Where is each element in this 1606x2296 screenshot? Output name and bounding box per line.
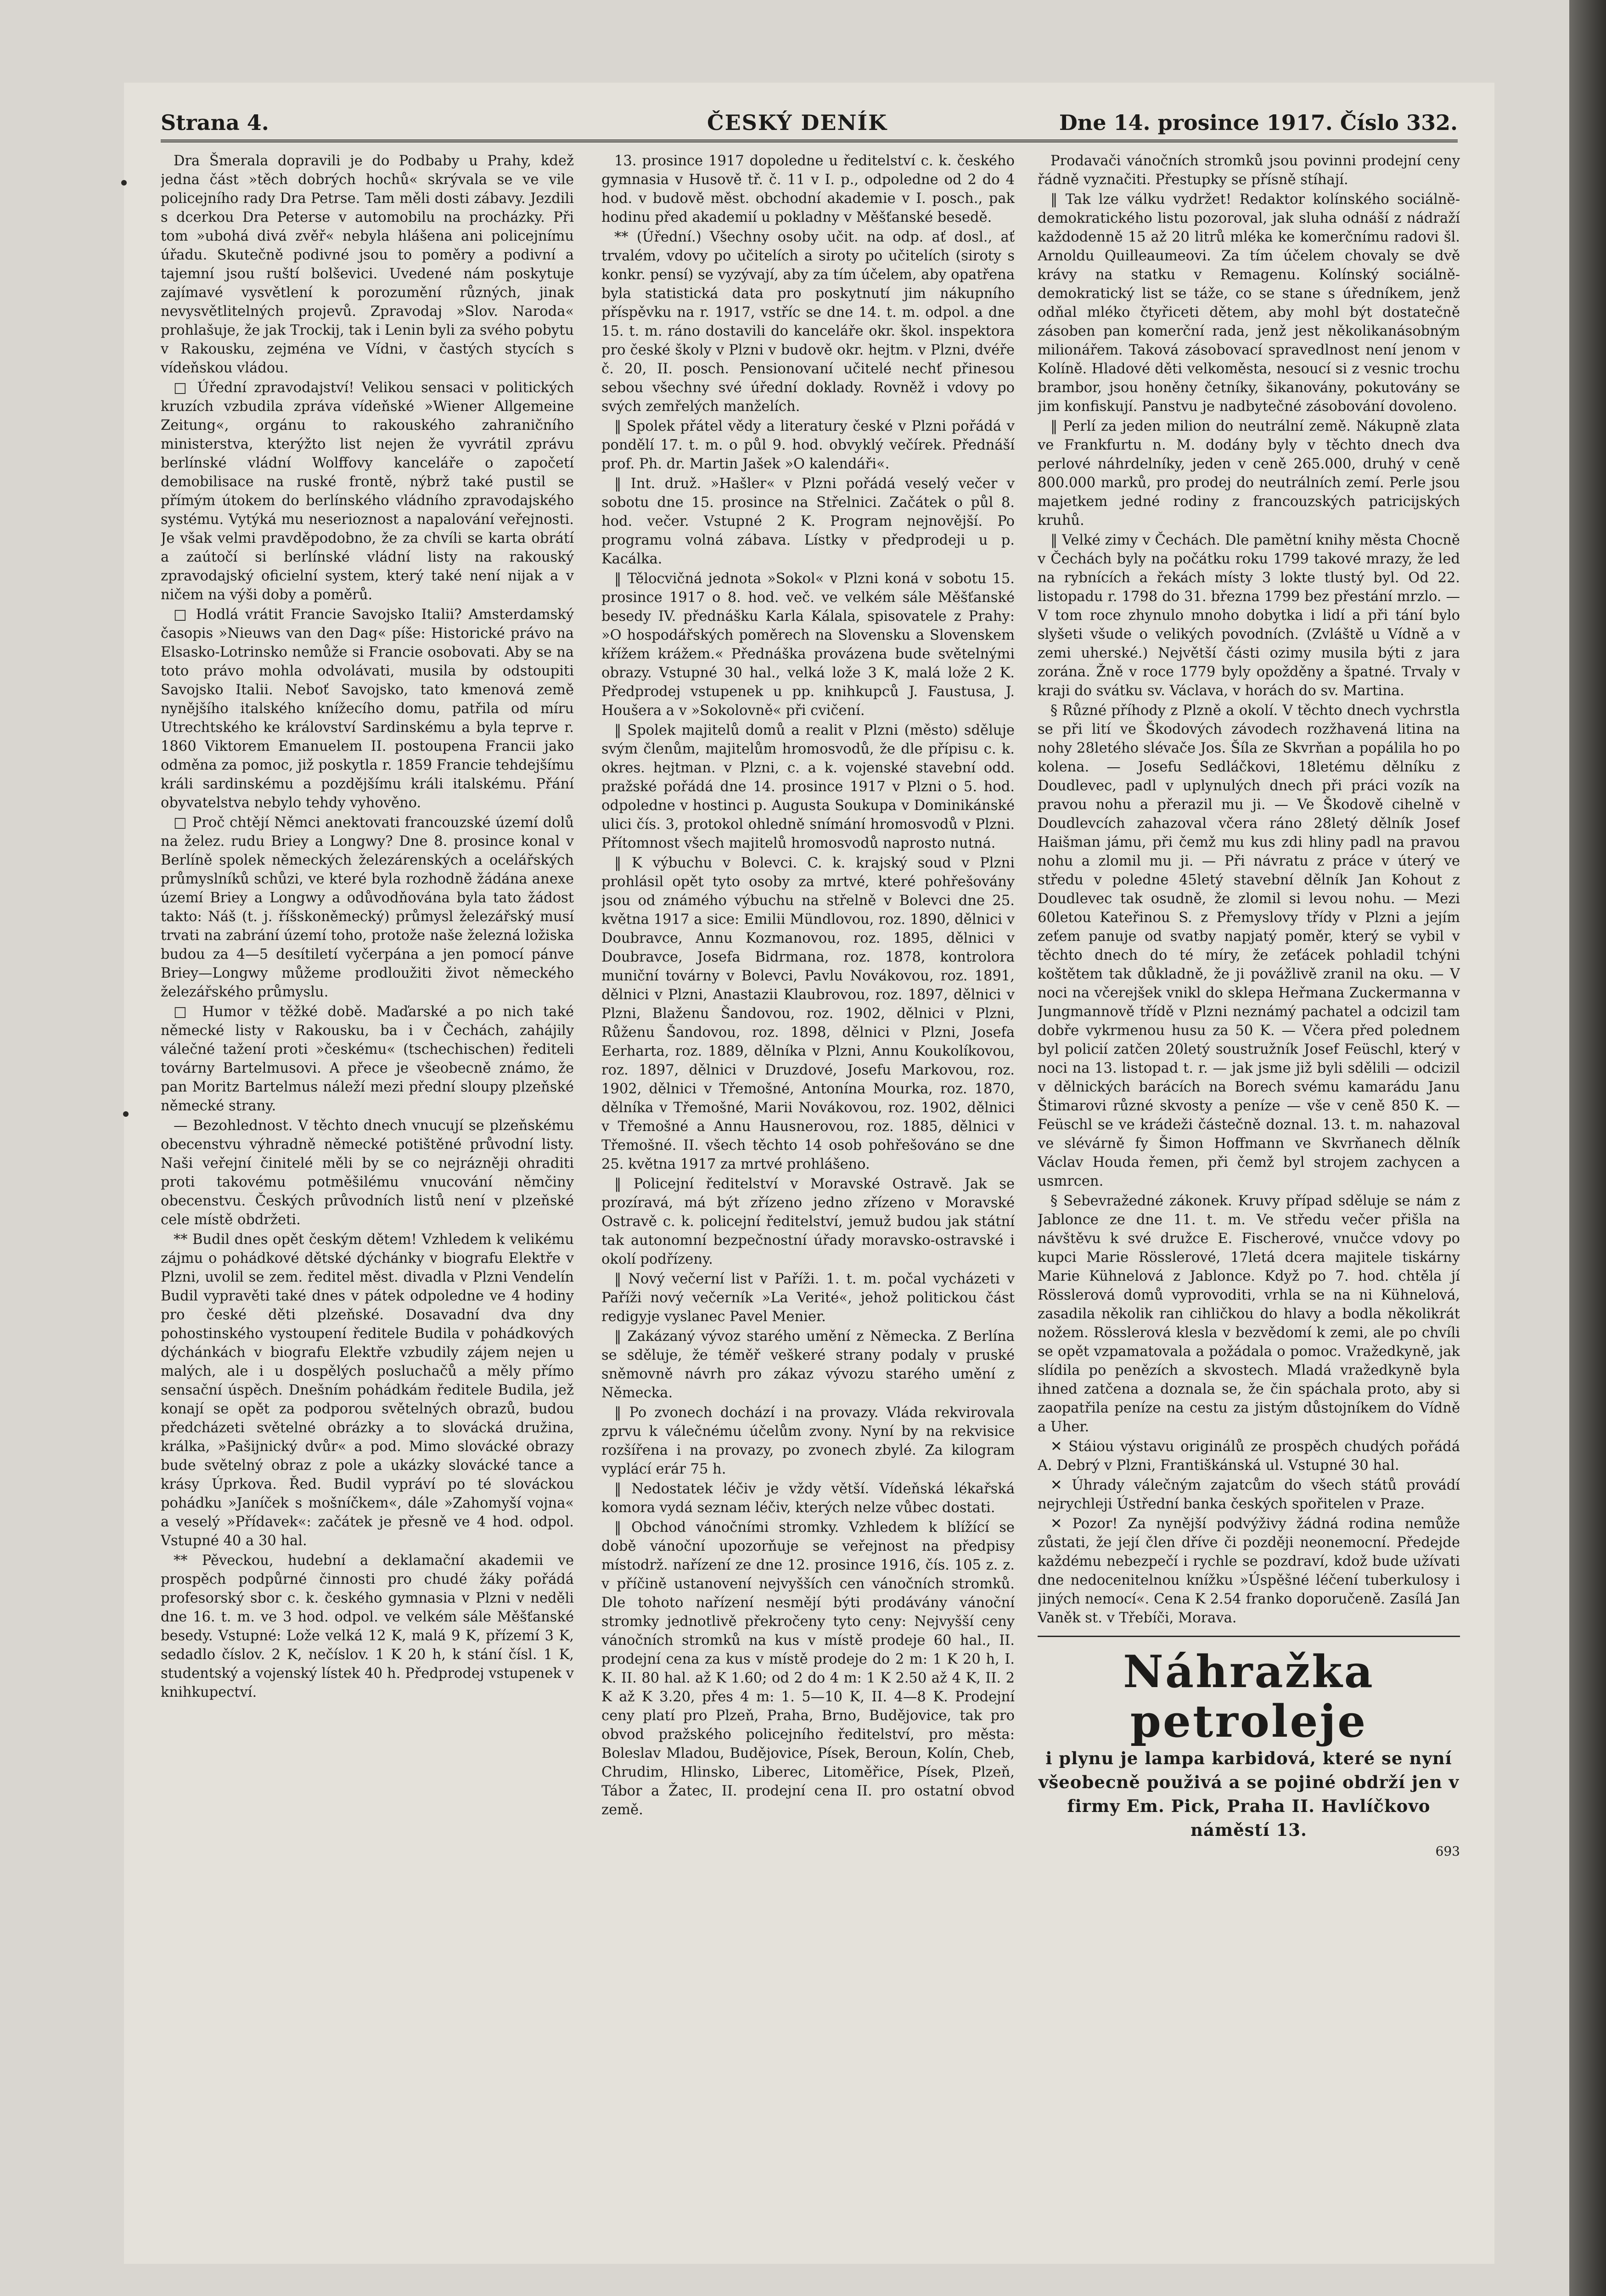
column-3 bbox=[1038, 152, 1460, 2195]
article-paragraph: ** Pěveckou, hudební a deklamační akademii ve prospěch podpůrné činnosti pro chudé žáky pořádá profesorský sbor c. k. českého gymnasia v Plzni v neděli dne 16. t. m. ve 3 hod. odpol. ve velkém sále Měšťanské besedy. Vstupné: Lože velká 12 K, malá 9 K, přízemí 3 K, sedadlo číslov. 2 K, nečíslov. 1 K 20 h, k stání čísl. 1 K, studentský a vojenský lístek 40 h. Předprodej vstupenek v knihkupectví. bbox=[161, 1553, 574, 1700]
article-paragraph: 13. prosince 1917 dopoledne u ředitelství c. k. českého gymnasia v Husově tř. č. 11 v I. p., odpoledne od 2 do 4 hod. v budově měst. obchodní akademie v I. posch., pak hodinu před akademií u pokladny v Měšťanské besedě. bbox=[601, 153, 1015, 225]
scan-edge-strip bbox=[1569, 0, 1606, 2296]
article-paragraph: □ Humor v těžké době. Maďarské a po nich také německé listy v Rakousku, ba i v Čechách, zahájily válečné tažení proti »českému« (tschechischen) řediteli továrny Bartelmusovi. A přece je všeobecně známo, že pan Moritz Bartelmus náleží mezi přední sloupy plzeňské německé strany. bbox=[161, 1004, 574, 1114]
advertisement bbox=[1038, 1636, 1460, 1861]
article-paragraph: ‖ Policejní ředitelství v Moravské Ostravě. Jak se prozíravá, má být zřízeno jedno zřízeno v Moravské Ostravě c. k. policejní ředitelství, jemuž budou jak státní tak autonomní bezpečnostní úřady moravsko-ostravské i okolí podřízeny. bbox=[601, 1176, 1015, 1267]
article-paragraph: ‖ Tak lze válku vydržet! Redaktor kolínského sociálně-demokratického listu pozoroval, jak sluha odnáší z nádraží každodenně 15 až 20 litrů mléka ke komerčnímu radovi šl. Arnoldu Quilleaumeovi. Za tím účelem chovaly se dvě krávy na statku v Remagenu. Kolínský sociálně-demokratický list se táže, co se stane s úředníkem, jenž odňal mléko čtyřiceti dětem, aby mohl být dostatečně zásoben pan komerční rada, jenž jest několikanásobným milionářem. Taková zásobovací spravedlnost není jenom v Kolíně. Hladové děti velkoměsta, nesoucí si z vesnic trochu brambor, jsou honěny četníky, šikanovány, pokutovány se jim konfiskují. Panstvu je nadbytečné zásobování dovoleno. bbox=[1038, 191, 1460, 415]
article-paragraph: ** Budil dnes opět českým dětem! Vzhledem k velikému zájmu o pohádkové dětské dýchánky v biografu Elektře v Plzni, uvolil se zem. ředitel měst. divadla v Plzni Vendelín Budil vypravěti také dnes v pátek odpoledne ve 4 hodiny pro české děti plzeňské. Dosavadní dva dny pohostinského vystoupení ředitele Budila v pohádkových dýchánkách v biografu Elektře vzbudily zájem nejen u malých, ale i u dospělých posluchačů a měly přímo sensační úspěch. Dnešním pohádkám ředitele Budila, jež konají se opět za podporou světelných obrazů, budou předcházeti světelné obrázky a to slovácká družina, králka, »Pašijnický dvůr« a pod. Mimo slovácké obrazy bude světelný obraz z pole a ukázky slovácké tance a krásy Úprkova. Řed. Budil vypráví po té slováckou pohádku »Janíček s mošníčkem«, dále »Zahomyší vojna« a veselý »Přídavek«: začátek je přesně ve 4 hod. odpol. Vstupné 40 a 30 hal. bbox=[161, 1232, 574, 1549]
advertisement-title: Náhražka petroleje bbox=[1123, 1646, 1375, 1747]
article-paragraph: ✕ Úhrady válečným zajatcům do všech států provádí nejrychleji Ústřední banka českých spořitelen v Praze. bbox=[1038, 1477, 1460, 1512]
article-paragraph: ‖ Obchod vánočními stromky. Vzhledem k blížící se době vánoční upozorňuje se veřejnost na předpisy místodrž. nařízení ze dne 12. prosince 1916, čís. 105 z. z. v příčině ustanovení nejvyšších cen vánočních stromků. Dle tohoto nařízení nesmějí býti prodávány vánoční stromky jednotlivě překročeny tyto ceny: Nejvyšší ceny vánočních stromků na kus v místě prodeje 60 hal., II. prodejní cena za kus v místě prodeje do 2 m: 1 K 20 h, I. K. II. 80 hal. až K 1.60; od 2 do 4 m: 1 K 2.50 až 4 K, II. 2 K až K 3.20, přes 4 m: 1. 5—10 K, II. 4—8 K. Prodejní ceny platí pro Plzeň, Praha, Brno, Budějovice, tak pro obvod pražského policejního ředitelství, pro města: Boleslav Mladou, Budějovice, Písek, Beroun, Kolín, Cheb, Chrudim, Hlinsko, Liberec, Litoměřice, Písek, Plzeň, Tábor a Žatec, II. prodejní cena II. pro ostatní obvod země. bbox=[601, 1519, 1015, 1818]
article-paragraph: □ Proč chtějí Němci anektovati francouzské území dolů na želez. rudu Briey a Longwy? Dne 8. prosince konal v Berlíně spolek německých železárenských a ocelářských průmyslníků schůzi, ve které byla rozhodně žádána anexe území Briey a Longwy a odůvodňována byla tato žádost takto: Náš (t. j. říšskoněmecký) průmysl železářský musí trvati na zabrání území toho, protože naše železná ložiska budou za 4—5 desítiletí vyčerpána a jen pomocí pánve Briey—Longwy můžeme prodloužiti život německého železářského průmyslu. bbox=[161, 815, 574, 1000]
article-paragraph: ‖ Int. druž. »Hašler« v Plzni pořádá veselý večer v sobotu dne 15. prosince na Střelnici. Začátek o půl 8. hod. večer. Vstupné 2 K. Program nejnovější. Po programu volná zábava. Lístky v předprodeji u p. Kacálka. bbox=[601, 476, 1015, 567]
article-paragraph: ** (Úřední.) Všechny osoby učit. na odp. ať dosl., ať trvalém, vdovy po učitelích a siroty po učitelích (siroty s konkr. pensí) se vyzývají, aby za tím účelem, aby opatřena byla statistická data pro poskytnutí jim nákupního příspěvku na r. 1917, vstříc se dne 14. t. m. odpol. a dne 15. t. m. ráno dostavili do kanceláře okr. škol. inspektora pro české školy v Plzni v budově okr. hejtm. v Plzni, dvéře č. 20, II. posch. Pensionovaní učitelé nechť přinesou sebou všechny své úřední doklady. Rovněž i vdovy po svých zemřelých manželích. bbox=[601, 229, 1015, 415]
article-paragraph: ‖ K výbuchu v Bolevci. C. k. krajský soud v Plzni prohlásil opět tyto osoby za mrtvé, které pohřešovány jsou od známého výbuchu na střelně v Bolevci dne 25. května 1917 a sice: Emilii Mündlovou, roz. 1890, dělnici v Doubravce, Annu Kozmanovou, roz. 1895, dělnici v Doubravce, Josefa Bidrmana, roz. 1878, kontrolora muniční továrny v Bolevci, Pavlu Novákovou, roz. 1891, dělnici v Plzni, Anastazii Klaubrovou, roz. 1897, dělnici v Plzni, Blaženu Šandovou, roz. 1902, dělnici v Plzni, Růženu Šandovou, roz. 1898, dělnici v Plzni, Josefa Eerharta, roz. 1889, dělníka v Plzni, Annu Koukolíkovou, roz. 1897, dělnici v Druzdové, Josefu Markovou, roz. 1902, dělnici v Třemošné, Antonína Mourka, roz. 1870, dělníka v Třemošné, Marii Novákovou, roz. 1902, dělnici v Třemošné a Annu Hausnerovou, roz. 1885, dělnici v Třemošné. II. všech těchto 14 osob pohřešováno se dne 25. května 1917 za mrtvé prohlášeno. bbox=[601, 855, 1015, 1172]
article-paragraph: Dra Šmerala dopravili je do Podbaby u Prahy, kdež jedna část »těch dobrých hochů« skrývala se ve vile policejního rady Dra Petrse. Tam měli dosti zábavy. Jezdili s dcerkou Dra Peterse v automobilu na procházky. Při tom »ubohá divá zvěř« nebyla hlášena ani policejnímu úřadu. Skutečně podivné jsou to poměry a podivní a tajemní jsou ruští bolševici. Uvedené nám poskytuje zajímavé vysvětlení k porozumění různých, jinak nevysvětlitelných projevů. Zpravodaj »Slov. Naroda« prohlašuje, že jak Trockij, tak i Lenin byli za svého pobytu v Rakousku, zejména ve Vídni, v častých stycích s vídeňskou vládou. bbox=[161, 153, 574, 376]
article-paragraph: ‖ Velké zimy v Čechách. Dle pamětní knihy města Chocně v Čechách byly na počátku roku 1799 takové mrazy, že led na rybnících a řekách místy 3 lokte tlustý byl. Od 22. listopadu r. 1798 do 31. března 1799 bez přestání mrzlo. — V tom roce zhynulo mnoho dobytka i lidí a při tání bylo slyšeti všude o velikých povodních. (Zvláště u Vídně a v zemi uherské.) Největší části ozimy musila býti z jara zorána. Žně v roce 1779 byly opožděny a špatné. Trvaly v kraji do svátku sv. Václava, v horách do sv. Martina. bbox=[1038, 532, 1460, 699]
newspaper-title: ČESKÝ DENÍK bbox=[707, 110, 887, 135]
article-paragraph: § Sebevražedné zákonek. Kruvy případ sděluje se nám z Jablonce ze dne 11. t. m. Ve středu večer přišla na návštěvu k své družce E. Fischerové, vnučce vdovy po kupci Marie Rösslerové, 17letá dcera majitele tiskárny Marie Kühnelová z Jablonce. Když po 7. hod. chtěla jí Rösslerová domů vyprovoditi, vrhla se na ni Kühnelová, zasadila několik ran cihličkou do hlavy a bodla několikrát nožem. Rösslerová klesla v bezvědomí k zemi, ale po chvíli se opět vzpamatovala a požádala o pomoc. Vražedkyně, jak slídila po penězích a skvostech. Mladá vražedkyně byla ihned zatčena a doznala se, že čin spáchala proto, aby si zaopatřila peníze na cestu za jistým důstojníkem do Vídně a Uher. bbox=[1038, 1193, 1460, 1435]
article-paragraph: ‖ Spolek přátel vědy a literatury české v Plzni pořádá v pondělí 17. t. m. o půl 9. hod. obvyklý večírek. Přednáší prof. Ph. dr. Martin Jašek »O kalendáři«. bbox=[601, 418, 1015, 472]
article-paragraph: Prodavači vánočních stromků jsou povinni prodejní ceny řádně vyznačiti. Přestupky se přísně stíhají. bbox=[1038, 153, 1460, 188]
article-paragraph: ‖ Perlí za jeden milion do neutrální země. Nákupně zlata ve Frankfurtu n. M. dodány byly v těchto dnech dva perlové náhrdelníky, jeden v ceně 265.000, druhý v ceně 800.000 marků, pro prodej do neutrálních zemí. Perle jsou majetkem jedné rodiny z francouzských patricijských kruhů. bbox=[1038, 418, 1460, 529]
masthead bbox=[161, 110, 1458, 142]
column-1 bbox=[161, 152, 574, 2195]
article-paragraph: § Různé příhody z Plzně a okolí. V těchto dnech vychrstla se při lití ve Škodových závodech rozžhavená litina na nohy 28letého slévače Jos. Šíla ze Skvrňan a popálila ho po kolena. — Josefu Sedláčkovi, 18letému dělníku z Doudlevec, padl v uplynulých dnech při práci vozík na pravou nohu a přerazil mu ji. — Ve Škodově cihelně v Doudlevcích zahazoval včera ráno 28letý dělník Josef Haišman jámu, při čemž mu kus zdi hliny padl na pravou nohu a zlomil mu ji. — Při návratu z práce v úterý ve středu v poledne 45letý stavební dělník Jan Kohout z Doudlevec tak osudně, že zlomil si levou nohu. — Mezi 60letou Kateřinou S. z Přemyslovy třídy v Plzni a jejím zeťem panuje od svatby napjatý poměr, který se vybil v těchto dnech do té míry, že zeťácek pohladil tchýni koštětem tak důkladně, že ji povážlivě zranil na oku. — V noci na včerejšek vnikl do sklepa Heřmana Zuckermanna v Jungmannově třídě v Plzni neznámý pachatel a odcizil tam dobře vykrmenou husu za 50 K. — Včera před polednem byl policií zatčen 20letý soustružník Josef Feüschl, který v noci na 13. listopad t. r. — jak jsme již byli sdělili — odcizil v dělnických barácích na Borech svému kamarádu Janu Štimarovi různé skvosty a peníze — vše v ceně 850 K. — Feüschl se ve krádeži částečně doznal. 13. t. m. nahazoval ve slévárně fy Šimon Hoffmann ve Skvrňanech dělník Václav Houda řemen, při čemž byl strojem zachycen a usmrcen. bbox=[1038, 703, 1460, 1189]
article-paragraph: — Bezohlednost. V těchto dnech vnucují se plzeňskému obecenstvu výhradně německé potištěné průvodní listy. Naši veřejní činitelé měli by se co nejrázněji ohraditi proti takovému potměšilému vnucování němčiny obecenstvu. Českých průvodních listů není v plzeňské cele místě obdržeti. bbox=[161, 1118, 574, 1228]
article-paragraph: ✕ Pozor! Za nynější podvýživy žádná rodina nemůže zůstati, že její člen dříve či později neonemocní. Předejde každému nebezpečí i rychle se pozdraví, kdož bude užívati dne nedocenitelnou knížku »Úspěšné léčení tuberkulosy i jiných nemocí«. Cena K 2.54 franko doporučeně. Zasílá Jan Vaněk st. v Třebíči, Morava. bbox=[1038, 1516, 1460, 1626]
issue-date: Dne 14. prosince 1917. Číslo 332. bbox=[1059, 110, 1458, 135]
newspaper-page bbox=[124, 83, 1494, 2264]
advertisement-text: i plynu je lampa karbidová, které se nyní všeobecně použivá a se pojiné obdrží jen v firmy Em. Pick, Praha II. Havlíčkovo náměstí 13. bbox=[1038, 1748, 1460, 1840]
punch-hole-mark bbox=[121, 180, 127, 186]
advertisement-code: 693 bbox=[1435, 1844, 1460, 1859]
article-paragraph: ‖ Zakázaný vývoz starého umění z Německa. Z Berlína se sděluje, že téměř veškeré strany podaly v pruské sněmovně návrh pro zákaz vývozu starého umění z Německa. bbox=[601, 1328, 1015, 1401]
page-number: Strana 4. bbox=[161, 110, 269, 135]
column-2 bbox=[601, 152, 1015, 2195]
article-paragraph: ✕ Stáiou výstavu originálů ze prospěch chudých pořádá A. Debrý v Plzni, Františkánská ul. Vstupné 30 hal. bbox=[1038, 1439, 1460, 1474]
article-paragraph: ‖ Po zvonech dochází i na provazy. Vláda rekvirovala zprvu k válečnému účelům zvony. Nyní by na rekvisice rozšířena i na provazy, po zvonech zbylé. Za kilogram vyplácí erár 75 h. bbox=[601, 1405, 1015, 1477]
article-paragraph: □ Úřední zpravodajství! Velikou sensaci v politických kruzích vzbudila zpráva vídeňské »Wiener Allgemeine Zeitung«, orgánu to rakouského zahraničního ministerstva, kterýžto list nejen že vyvrátil zprávu berlínské vládní Wolffovy kanceláře o započetí demobilisace na ruské frontě, nýbrž také pustil se přímým útokem do berlínského vládního zpravodajského systému. Vytýká mu neserioznost a napalování veřejnosti. Je však velmi pravděpodobno, že za chvíli se karta obrátí a zaútočí si berlínské vládní listy na rakouský zpravodajský oficielní system, který také není nijak a v ničem na výši doby a poměrů. bbox=[161, 380, 574, 603]
article-paragraph: ‖ Tělocvičná jednota »Sokol« v Plzni koná v sobotu 15. prosince 1917 o 8. hod. več. ve velkém sále Měšťanské besedy IV. přednášku Karla Kálala, spisovatele z Prahy: »O hospodářských poměrech na Slovensku a Slovenskem křížem krážem.« Přednáška provázena bude světelnými obrazy. Vstupné 30 hal., velká lože 3 K, malá lože 2 K. Předprodej vstupenek u pp. knihkupců J. Faustusa, J. Houšera a v »Sokolovně« při cvičení. bbox=[601, 571, 1015, 719]
article-paragraph: ‖ Nedostatek léčiv je vždy větší. Vídeňská lékařská komora vydá seznam léčiv, kterých nelze vůbec dostati. bbox=[601, 1481, 1015, 1516]
article-paragraph: ‖ Spolek majitelů domů a realit v Plzni (město) sděluje svým členům, majitelům hromosvodů, že dle přípisu c. k. okres. hejtman. v Plzni, c. a k. vojenské stavební odd. pražské pořádá dne 14. prosince 1917 v Plzni o 5. hod. odpoledne v hostinci p. Augusta Soukupa v Dominikánské ulici čís. 3, protokol ohledně snímání hromosvodů v Plzni. Přítomnost všech majitelů hromosvodů naprosto nutná. bbox=[601, 722, 1015, 851]
punch-hole-mark bbox=[123, 1111, 129, 1117]
article-paragraph: ‖ Nový večerní list v Paříži. 1. t. m. počal vycházeti v Paříži nový večerník »La Verité«, jehož politickou část redigује vyslanec Pavel Menier. bbox=[601, 1271, 1015, 1325]
article-paragraph: □ Hodlá vrátit Francie Savojsko Italii? Amsterdamský časopis »Nieuws van den Dag« píše: Historické právo na Elsasko-Lotrinsko nemůže si Francie osobovati. Aby se na toto právo mohla odvolávati, musila by odstoupiti Savojsko Italii. Neboť Savojsko, tato kmenová země nynějšího italského knížecího domu, patřila od míru Utrechtského ke království Sardinskému a byla teprve r. 1860 Viktorem Emanuelem II. postoupena Francii jako odměna za pomoc, již poskytla r. 1859 Francie tehdejšímu králi sardinskému a pozdějšímu králi italskému. Přání obyvatelstva nebylo tehdy vyhověno. bbox=[161, 607, 574, 811]
